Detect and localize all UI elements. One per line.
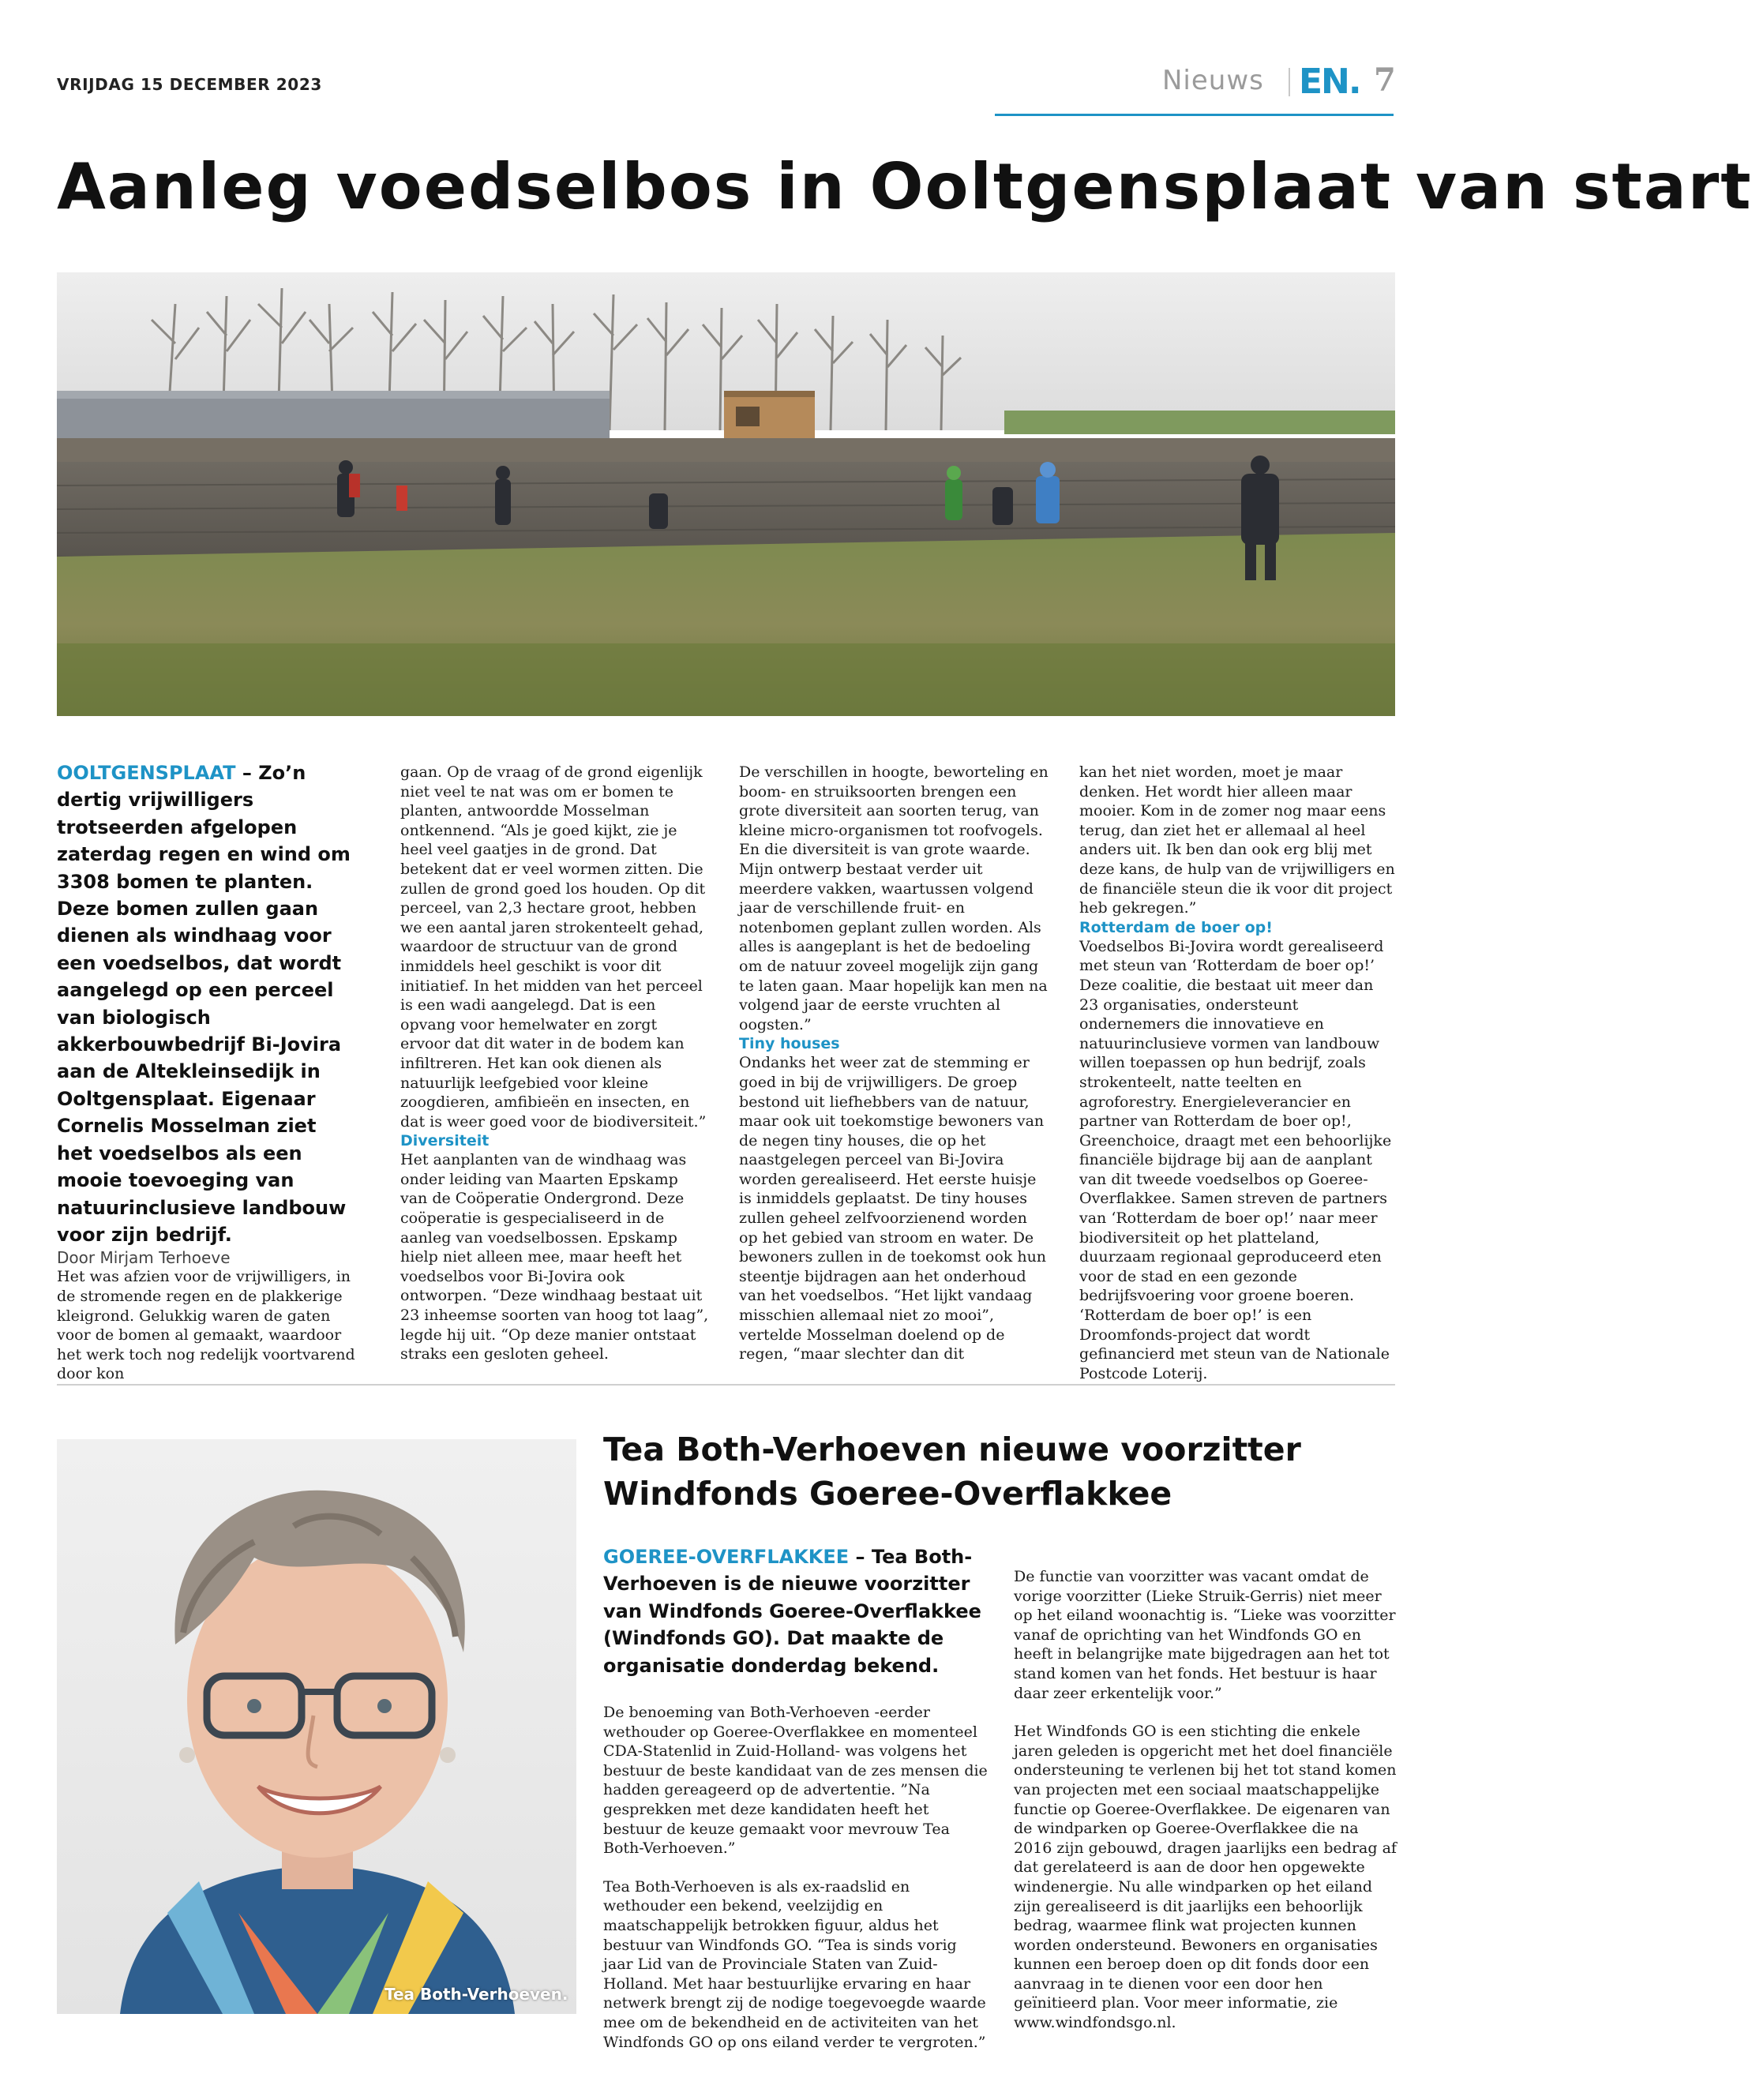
article-column-4 xyxy=(1079,763,1395,1383)
dateline: OOLTGENSPLAAT xyxy=(57,762,236,784)
paragraph: De functie van voorzitter was vacant omdat de vorige voorzitter (Lieke Struik-Gerris) niet meer op het eiland woonachtig is. “Lieke was voorzitter vanaf de oprichting van het Windfonds GO en heeft in belangrijke mate bijgedragen aan het tot stand komen van het fonds. Het bestuur is haar daar zeer erkentelijk voor.” xyxy=(1014,1568,1396,1702)
masthead-separator xyxy=(1289,68,1290,96)
article-column-3 xyxy=(739,763,1049,1364)
newspaper-logo: EN. xyxy=(1299,62,1360,102)
article2-column-1 xyxy=(603,1543,990,2052)
article2-lead xyxy=(603,1543,990,1679)
masthead xyxy=(995,62,1394,117)
lead-text: – Tea Both-Verhoeven is de nieuwe voorzitter van Windfonds Goeree-Overflakkee (Windfonds GO). Dat maakte de organisatie donderdag bekend. xyxy=(603,1546,981,1677)
paragraph: Het Windfonds GO is een stichting die enkele jaren geleden is opgericht met het doel financiële ondersteuning te verlenen bij het tot stand komen van projecten met een sociaal maatschappelijke functie op Goeree-Overflakkee. De eigenaren van de windparken op Goeree-Overflakkee die na 2016 zijn gebouwd, dragen jaarlijks een bedrag af dat gerelateerd is aan de door hen opgewekte windenergie. Nu alle windparken op het eiland zijn gerealiseerd is dit jaarlijks een behoorlijk bedrag, waarmee flink wat projecten kunnen worden ondersteund. Bewoners en organisaties kunnen een beroep doen op dit fonds door een aanvraag in te dienen voor een door hen geïnitieerd plan. Voor meer informatie, zie www.windfondsgo.nl. xyxy=(1014,1723,1397,2032)
section-divider xyxy=(57,1384,1395,1386)
paragraph: Het aanplanten van de windhaag was onder leiding van Maarten Epskamp van de Coöperatie Ondergrond. Deze coöperatie is gespecialiseerd in de aanleg van voedselbossen. Epskamp hielp niet alleen mee, maar heeft het voedselbos voor Bi-Jovira ook ontworpen. “Deze windhaag bestaat uit 23 inheemse soorten van hoog tot laag”, legde hij uit. “Op deze manier ontstaat straks een gesloten geheel. xyxy=(400,1151,709,1363)
paragraph: Voedselbos Bi-Jovira wordt gerealiseerd met steun van ‘Rotterdam de boer op!’ Deze coalitie, die bestaat uit meer dan 23 organisaties, ondersteunt ondernemers die innovatieve en natuurinclusieve vormen van landbouw willen toepassen op hun bedrijf, zoals strokenteelt, natte teelten en agroforestry. Energieleverancier en partner van Rotterdam de boer op!, Greenchoice, draagt met een behoorlijke financiële bijdrage bij aan de aanplant van dit tweede voedselbos op Goeree-Overflakkee. Samen streven de partners van ‘Rotterdam de boer op!’ naar meer biodiversiteit op het platteland, duurzaam regionaal geproduceerd eten voor de stad en een gezonde bedrijfsvoering voor groene boeren. ‘Rotterdam de boer op!’ is een Droomfonds-project dat wordt gefinancierd met steun van de Nationale Postcode Loterij. xyxy=(1079,937,1392,1382)
paragraph: Het was afzien voor de vrijwilligers, in de stromende regen en de plakkerige kleigrond. Gelukkig waren de gaten voor de bomen al gemaakt, waardoor het werk toch nog redelijk voortvarend door kon xyxy=(57,1268,355,1383)
subhead-diversiteit: Diversiteit xyxy=(400,1132,490,1150)
lead-text: – Zo’n dertig vrijwilligers trotseerden afgelopen zaterdag regen en wind om 3308 bomen te planten. Deze bomen zullen gaan dienen als windhaag voor een voedselbos, dat wordt aangelegd op een perceel van biologisch akkerbouwbedrijf Bi-Jovira aan de Altekleinsedijk in Ooltgensplaat. Eigenaar Cornelis Mosselman ziet het voedselbos als een mooie toevoeging van natuurinclusieve landbouw voor zijn bedrijf. xyxy=(57,762,351,1246)
paragraph: kan het niet worden, moet je maar denken. Het wordt hier alleen maar mooier. Kom in de zomer nog maar eens terug, dan ziet het er allemaal al heel anders uit. Ik ben dan ook erg blij met deze kans, de hulp van de vrijwilligers en de financiële steun die ik voor dit project heb gekregen.” xyxy=(1079,763,1395,917)
article2-column-2 xyxy=(1014,1567,1401,2033)
masthead-rule xyxy=(995,114,1394,116)
article-lead xyxy=(57,759,355,1248)
issue-date: VRIJDAG 15 DECEMBER 2023 xyxy=(57,75,322,94)
paragraph: De benoeming van Both-Verhoeven -eerder wethouder op Goeree-Overflakkee en momenteel CDA-Statenlid in Zuid-Holland- was volgens het bestuur de beste kandidaat van de zes mensen die hadden gereageerd op de advertentie. ”Na gesprekken met deze kandidaten heeft het bestuur de keuze gemaakt voor mevrouw Tea Both-Verhoeven.” xyxy=(603,1704,988,1858)
subhead-tiny-houses: Tiny houses xyxy=(739,1035,840,1053)
photo-caption: Tea Both-Verhoeven. xyxy=(385,1985,568,2004)
volunteers-planting-photo xyxy=(57,272,1395,716)
article2-headline: Tea Both-Verhoeven nieuwe voorzitter Windfonds Goeree-Overflakkee xyxy=(603,1431,1301,1513)
section-label: Nieuws xyxy=(1162,65,1264,96)
paragraph: Tea Both-Verhoeven is als ex-raadslid en wethouder een bekend, veelzijdig en maatschappelijk betrokken figuur, aldus het bestuur van Windfonds GO. “Tea is sinds vorig jaar Lid van de Provinciale Staten van Zuid-Holland. Met haar bestuurlijke ervaring en haar netwerk brengt zij de nodige toegevoegde waarde mee om de bekendheid en de activiteiten van het Windfonds GO op ons eiland verder te vergroten.” xyxy=(603,1877,986,2051)
article-column-1 xyxy=(57,759,355,1384)
subhead-rotterdam: Rotterdam de boer op! xyxy=(1079,918,1273,936)
article-headline: Aanleg voedselbos in Ooltgensplaat van start xyxy=(57,150,1752,223)
portrait-photo xyxy=(57,1439,576,2014)
paragraph: Ondanks het weer zat de stemming er goed in bij de vrijwilligers. De groep bestond uit liefhebbers van de natuur, maar ook uit toekomstige bewoners van de negen tiny houses, die op het naastgelegen perceel van Bi-Jovira worden gerealiseerd. Het eerste huisje is inmiddels geplaatst. De tiny houses zullen geheel zelfvoorzienend worden op het gebied van stroom en water. De bewoners zullen in de toekomst ook hun steentje bijdragen aan het onderhoud van het voedselbos. “Het lijkt vandaag misschien allemaal niet zo mooi”, vertelde Mosselman doelend op de regen, “maar slechter dan dit xyxy=(739,1054,1047,1363)
byline: Door Mirjam Terhoeve xyxy=(57,1248,231,1268)
paragraph: gaan. Op de vraag of de grond eigenlijk niet veel te nat was om er bomen te planten, antwoordde Mosselman ontkennend. “Als je goed kijkt, zie je heel veel gaatjes in de grond. Dat betekent dat er veel wormen zitten. Die zullen de grond goed los houden. Op dit perceel, van 2,3 hectare groot, hebben we een aantal jaren strokenteelt gehad, waardoor de structuur van de grond inmiddels heel geschikt is voor dit initiatief. In het midden van het perceel is een wadi aangelegd. Dat is een opvang voor hemelwater en zorgt ervoor dat dit water in de bodem kan infiltreren. Het kan ook dienen als natuurlijk leefgebied voor kleine zoogdieren, amfibieën en insecten, en dat is weer goed voor de biodiversiteit.” xyxy=(400,763,707,1131)
paragraph: De verschillen in hoogte, beworteling en boom- en struiksoorten brengen een grote diversiteit aan soorten terug, van kleine micro-organismen tot roofvogels. En die diversiteit is van grote waarde. Mijn ontwerp bestaat verder uit meerdere vakken, waartussen volgend jaar de verschillende fruit- en notenbomen geplant zullen worden. Als alles is aangeplant is het de bedoeling om de natuur zoveel mogelijk zijn gang te laten gaan. Maar hopelijk kan men na volgend jaar de eerste vruchten al oogsten.” xyxy=(739,763,1049,1033)
article-column-2 xyxy=(400,763,710,1364)
dateline: GOEREE-OVERFLAKKEE xyxy=(603,1546,850,1568)
page-number: 7 xyxy=(1374,62,1396,99)
